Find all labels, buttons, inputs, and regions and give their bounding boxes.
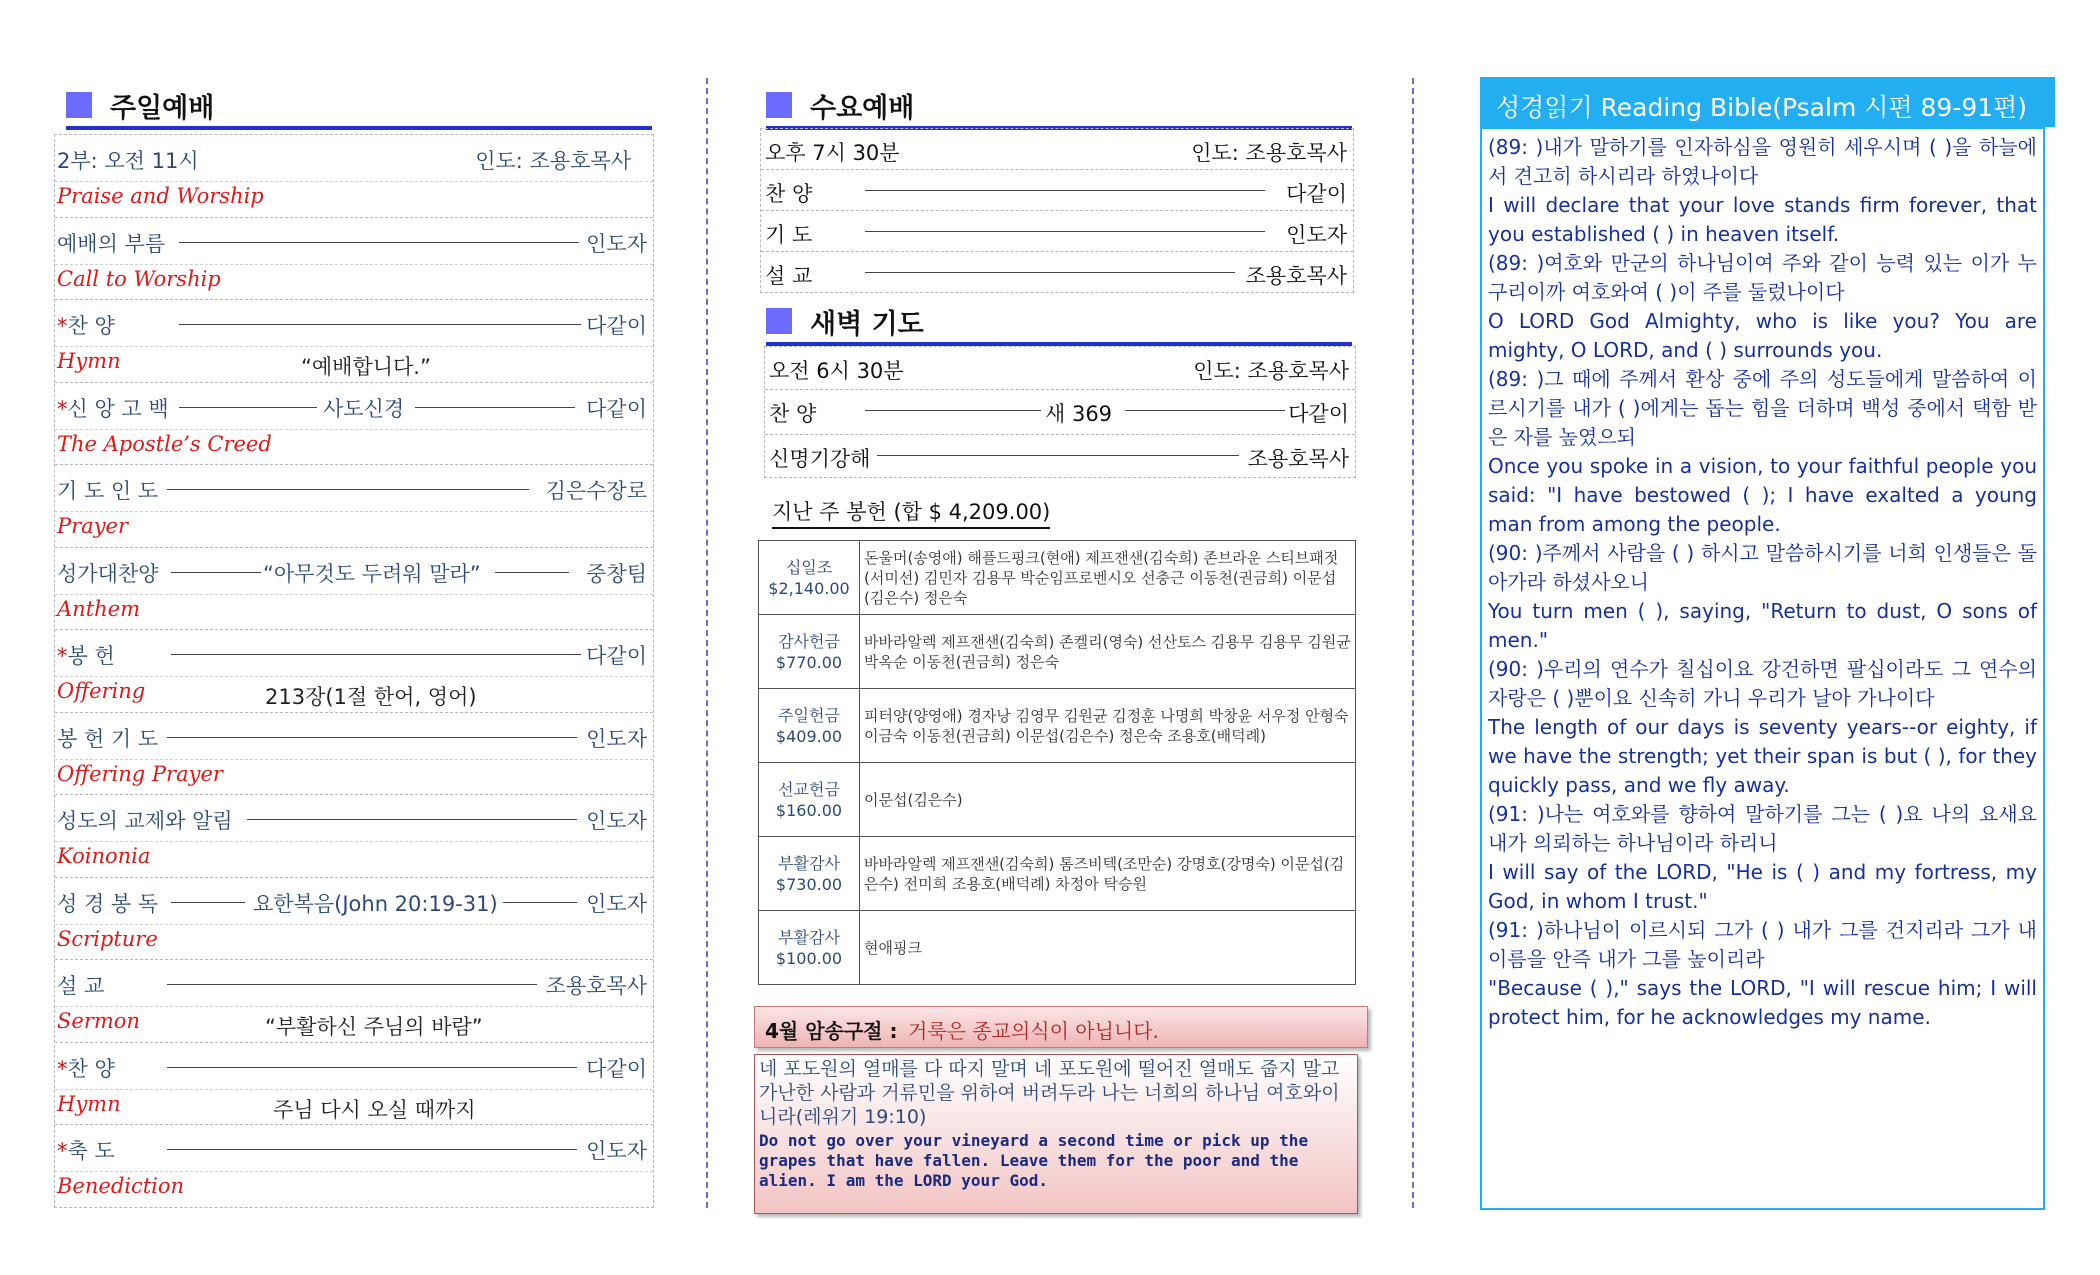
dawn-row <box>765 435 1355 477</box>
order-label: 성 경 봉 독 <box>57 891 159 916</box>
asterisk: * <box>57 644 68 668</box>
dawn-time-row <box>765 347 1355 390</box>
wednesday-time-row <box>761 129 1353 170</box>
order-english: Sermon <box>57 1009 140 1033</box>
offering-amount: $409.00 <box>775 726 843 746</box>
order-leader: 다같이 <box>586 396 647 421</box>
bible-reading-box <box>1480 127 2045 1210</box>
hymn-title: “예배합니다.” <box>301 355 431 379</box>
wednesday-title: 수요예배 <box>810 93 915 124</box>
order-leader: 조용호목사 <box>545 974 647 998</box>
service-time-row <box>55 135 653 218</box>
dawn-leader-name: 조용호목사 <box>1247 447 1349 471</box>
offering-category-name: 선교헌금 <box>778 779 840 799</box>
leader-line <box>167 737 577 738</box>
memory-verse <box>752 1006 1372 1216</box>
memory-verse-theme: 거룩은 종교의식이 아닙니다. <box>908 1019 1159 1043</box>
order-english: Offering <box>57 679 146 703</box>
wednesday-row <box>761 211 1353 252</box>
square-bullet-icon <box>766 308 792 334</box>
order-item-benediction <box>55 1125 653 1207</box>
wednesday-header <box>766 86 1352 130</box>
wednesday-row <box>761 252 1353 292</box>
order-item-sermon <box>55 960 653 1043</box>
wednesday-leader-name: 다같이 <box>1286 182 1347 206</box>
offering-names: 돈울머(송영애) 해플드핑크(현애) 제프잰샌(김숙희) 존브라운 스티브패젓(서미선) 김민자 김용무 박순임프로벤시오 선충근 이동천(권금희) 이문섭(김은수) 정은숙 <box>860 541 1356 615</box>
order-leader: 인도자 <box>586 231 647 256</box>
offering-category <box>759 615 860 689</box>
order-leader: 중창팀 <box>586 561 647 586</box>
offering-category-name: 주일헌금 <box>778 705 840 725</box>
offering-row <box>759 615 1356 689</box>
leader-line <box>415 407 575 408</box>
offering-names: 바바라알렉 제프잰샌(김숙희) 존켈리(영숙) 선산토스 김용무 김용무 김원균 박옥순 이동천(권금희) 정은숙 <box>860 615 1356 689</box>
leader-line <box>171 654 581 655</box>
leader-line <box>495 572 569 573</box>
order-leader: 다같이 <box>586 1056 647 1081</box>
leader-line <box>247 819 577 820</box>
order-label <box>57 1053 115 1083</box>
wednesday-label: 설 교 <box>765 264 813 288</box>
order-item-prayer <box>55 465 653 548</box>
order-leader: 인도자 <box>586 726 647 751</box>
dawn-leader-name: 다같이 <box>1288 402 1349 426</box>
offering-table <box>758 540 1356 985</box>
wednesday-leader: 인도: 조용호목사 <box>1191 141 1347 165</box>
order-english: Prayer <box>57 514 129 538</box>
order-label <box>57 310 115 340</box>
order-leader: 다같이 <box>586 314 647 338</box>
order-label <box>57 640 115 670</box>
order-label-text: 찬 양 <box>67 1056 115 1081</box>
order-item-scripture <box>55 878 653 961</box>
memory-verse-english: Do not go over your vineyard a second time or pick up the grapes that have fallen. Leave them for the poor and the alien. I am the LORD your God. <box>759 1131 1309 1190</box>
offering-category <box>759 837 860 911</box>
offering-amount: $2,140.00 <box>768 578 850 598</box>
leader-line <box>865 410 1041 411</box>
order-item-hymn <box>55 300 653 383</box>
leader-line <box>171 572 261 573</box>
order-label-text: 축 도 <box>67 1139 115 1163</box>
asterisk: * <box>57 1139 68 1163</box>
sunday-order <box>54 134 654 1208</box>
order-english: Hymn <box>57 1091 121 1116</box>
offering-category-name: 부활감사 <box>778 853 840 873</box>
bible-paragraph: You turn men ( ), saying, "Return to dust, O sons of men." <box>1488 599 2037 652</box>
leader-line <box>865 231 1265 232</box>
dawn-hymn-number: 새 369 <box>1045 402 1113 426</box>
bible-reading-title: 성경읽기 Reading Bible(Psalm 시편 89-91편) <box>1496 93 2028 122</box>
square-bullet-icon <box>66 92 92 118</box>
bible-paragraph: (89: )내가 말하기를 인자하심을 영원히 세우시며 ( )을 하늘에서 견고히 하시리라 하였나이다 <box>1488 135 2037 188</box>
leader-line <box>167 984 537 985</box>
offering-amount: $730.00 <box>775 874 843 894</box>
offering-names: 현애핑크 <box>860 911 1356 985</box>
memory-verse-label: 4월 암송구절 : <box>765 1019 898 1043</box>
column-divider <box>706 78 708 1208</box>
order-leader: 김은수장로 <box>545 479 647 503</box>
order-english: Anthem <box>57 596 140 621</box>
praise-worship-label: Praise and Worship <box>57 184 264 208</box>
offering-row <box>759 689 1356 763</box>
dawn-leader: 인도: 조용호목사 <box>1193 359 1349 383</box>
dawn-order <box>764 346 1356 478</box>
dawn-label: 신명기강해 <box>769 447 871 471</box>
dawn-header <box>766 302 1352 346</box>
order-english: Hymn <box>57 349 121 373</box>
scripture-reference: 요한복음(John 20:19-31) <box>253 891 498 916</box>
offering-title: 지난 주 봉헌 (합 $ 4,209.00) <box>772 496 1050 529</box>
memory-verse-title <box>754 1006 1368 1048</box>
memory-verse-body <box>754 1054 1358 1214</box>
leader-line <box>179 242 579 243</box>
order-english: The Apostle’s Creed <box>57 431 272 456</box>
dawn-label: 찬 양 <box>769 402 817 426</box>
service-time: 2부: 오전 11시 <box>57 149 199 173</box>
bible-paragraph: O LORD God Almighty, who is like you? You are mighty, O LORD, and ( ) surrounds you. <box>1488 309 2037 362</box>
order-item-offering <box>55 630 653 713</box>
order-label-text: 봉 헌 <box>67 644 115 668</box>
bible-paragraph: (89: )그 때에 주께서 환상 중에 주의 성도들에게 말씀하여 이르시기를 내가 ( )에게는 돕는 힘을 더하며 백성 중에서 택함 받은 자를 높였으되 <box>1488 367 2037 449</box>
offering-names: 이문섭(김은수) <box>860 763 1356 837</box>
bible-paragraph: (89: )여호와 만군의 하나님이여 주와 같이 능력 있는 이가 누구리이까 여호와여 ( )이 주를 둘렀나이다 <box>1488 251 2037 304</box>
offering-names: 피터양(양영애) 경자낭 김영무 김원균 김정훈 나명희 박창윤 서우정 안형숙 이금숙 이동천(권금희) 이문섭(김은수) 정은숙 조용호(배덕례) <box>860 689 1356 763</box>
sermon-title: “부활하신 주님의 바람” <box>265 1015 483 1039</box>
order-label: 기 도 인 도 <box>57 479 159 503</box>
column-divider <box>1412 78 1414 1208</box>
leader-line <box>1125 410 1285 411</box>
order-item-call <box>55 218 653 301</box>
order-english: Offering Prayer <box>57 761 223 786</box>
offering-category <box>759 541 860 615</box>
leader-line <box>167 489 529 490</box>
leader-line <box>503 902 577 903</box>
order-leader: 인도자 <box>586 809 647 833</box>
bible-paragraph: (91: )나는 여호와를 향하여 말하기를 그는 ( )요 나의 요새요 내가 의뢰하는 하나님이라 하리니 <box>1488 802 2037 855</box>
bible-reading-header <box>1480 77 2055 127</box>
leader-line <box>167 1149 577 1150</box>
offering-row <box>759 763 1356 837</box>
order-label: 봉 헌 기 도 <box>57 726 159 751</box>
order-label <box>57 1135 115 1165</box>
dawn-row <box>765 390 1355 435</box>
order-english: Koinonia <box>57 844 151 868</box>
wednesday-time: 오후 7시 30분 <box>765 141 900 165</box>
order-leader: 다같이 <box>586 644 647 668</box>
leader-line <box>865 272 1235 273</box>
wednesday-leader-name: 조용호목사 <box>1245 264 1347 288</box>
leader-line <box>865 190 1265 191</box>
dawn-time: 오전 6시 30분 <box>769 359 904 383</box>
order-label: 예배의 부름 <box>57 231 166 256</box>
leader-line <box>179 407 317 408</box>
order-english: Benediction <box>57 1174 185 1198</box>
leader-line <box>179 324 581 325</box>
bible-paragraph: I will say of the LORD, "He is ( ) and my fortress, my God, in whom I trust." <box>1488 860 2037 913</box>
leader-line <box>167 1067 577 1068</box>
dawn-title: 새벽 기도 <box>810 309 924 340</box>
offering-row <box>759 911 1356 985</box>
hymn-title: 주님 다시 오실 때까지 <box>273 1097 476 1122</box>
bible-paragraph: (90: )우리의 연수가 칠십이요 강건하면 팔십이라도 그 연수의 자랑은 ( )뿐이요 신속히 가니 우리가 날아 가나이다 <box>1488 657 2037 710</box>
wednesday-order <box>760 128 1354 293</box>
bible-paragraph: "Because ( )," says the LORD, "I will rescue him; I will protect him, for he acknowledges my name. <box>1488 976 2037 1029</box>
offering-amount: $100.00 <box>775 948 843 968</box>
bible-paragraph: The length of our days is seventy years--or eighty, if we have the strength; yet their span is but ( ), for they quickly pass, and we fly away. <box>1488 715 2037 797</box>
asterisk: * <box>57 1056 68 1081</box>
order-item-offering-prayer <box>55 713 653 796</box>
bible-paragraph: I will declare that your love stands firm forever, that you established ( ) in heaven itself. <box>1488 193 2037 246</box>
order-label-text: 신 앙 고 백 <box>67 396 169 421</box>
order-label-text: 찬 양 <box>67 314 115 338</box>
asterisk: * <box>57 396 68 421</box>
offering-category-name: 감사헌금 <box>778 631 840 651</box>
creed-name: 사도신경 <box>323 396 405 421</box>
offering-row <box>759 837 1356 911</box>
sunday-header <box>66 86 652 130</box>
square-bullet-icon <box>766 92 792 118</box>
order-leader: 인도자 <box>586 891 647 916</box>
order-leader: 인도자 <box>586 1139 647 1163</box>
leader-line <box>877 455 1239 456</box>
offering-names: 바바라알렉 제프잰샌(김숙희) 톰즈비텍(조만순) 강명호(강명숙) 이문섭(김은수) 전미희 조용호(배덕례) 차정아 탁승원 <box>860 837 1356 911</box>
service-leader: 인도: 조용호목사 <box>475 149 631 173</box>
order-item-koinonia <box>55 795 653 878</box>
wednesday-label: 찬 양 <box>765 182 813 206</box>
order-item-creed <box>55 383 653 466</box>
offering-hymn: 213장(1절 한어, 영어) <box>265 685 477 709</box>
memory-verse-korean: 네 포도원의 열매를 다 따지 말며 네 포도원에 떨어진 열매도 줍지 말고 가난한 사람과 거류민을 위하여 버려두라 나는 너희의 하나님 여호와이니라(레위기 19:10) <box>759 1058 1340 1128</box>
sunday-title: 주일예배 <box>110 93 215 124</box>
wednesday-label: 기 도 <box>765 223 813 247</box>
bible-paragraph: (91: )하나님이 이르시되 그가 ( ) 내가 그를 건지리라 그가 내 이름을 안즉 내가 그를 높이리라 <box>1488 918 2037 971</box>
order-label: 설 교 <box>57 974 105 998</box>
order-item-anthem <box>55 548 653 631</box>
offering-amount: $160.00 <box>775 800 843 820</box>
leader-line <box>171 902 245 903</box>
wednesday-leader-name: 인도자 <box>1286 223 1347 247</box>
order-item-closing-hymn <box>55 1043 653 1126</box>
anthem-title: “아무것도 두려워 말라” <box>263 561 481 586</box>
order-label <box>57 393 169 423</box>
order-english: Call to Worship <box>57 266 221 291</box>
offering-row <box>759 541 1356 615</box>
order-label: 성가대찬양 <box>57 561 159 586</box>
wednesday-row <box>761 170 1353 211</box>
offering-category <box>759 911 860 985</box>
offering-category-name: 부활감사 <box>778 927 840 947</box>
offering-category <box>759 763 860 837</box>
order-label: 성도의 교제와 알림 <box>57 809 233 833</box>
asterisk: * <box>57 314 68 338</box>
order-english: Scripture <box>57 926 158 951</box>
offering-amount: $770.00 <box>775 652 843 672</box>
offering-category-name: 십일조 <box>785 557 833 577</box>
bible-paragraph: (90: )주께서 사람을 ( ) 하시고 말씀하시기를 너희 인생들은 돌아가라 하셨사오니 <box>1488 541 2037 594</box>
offering-category <box>759 689 860 763</box>
bible-paragraph: Once you spoke in a vision, to your faithful people you said: "I have bestowed ( ); I have exalted a young man from among the people. <box>1488 454 2037 536</box>
